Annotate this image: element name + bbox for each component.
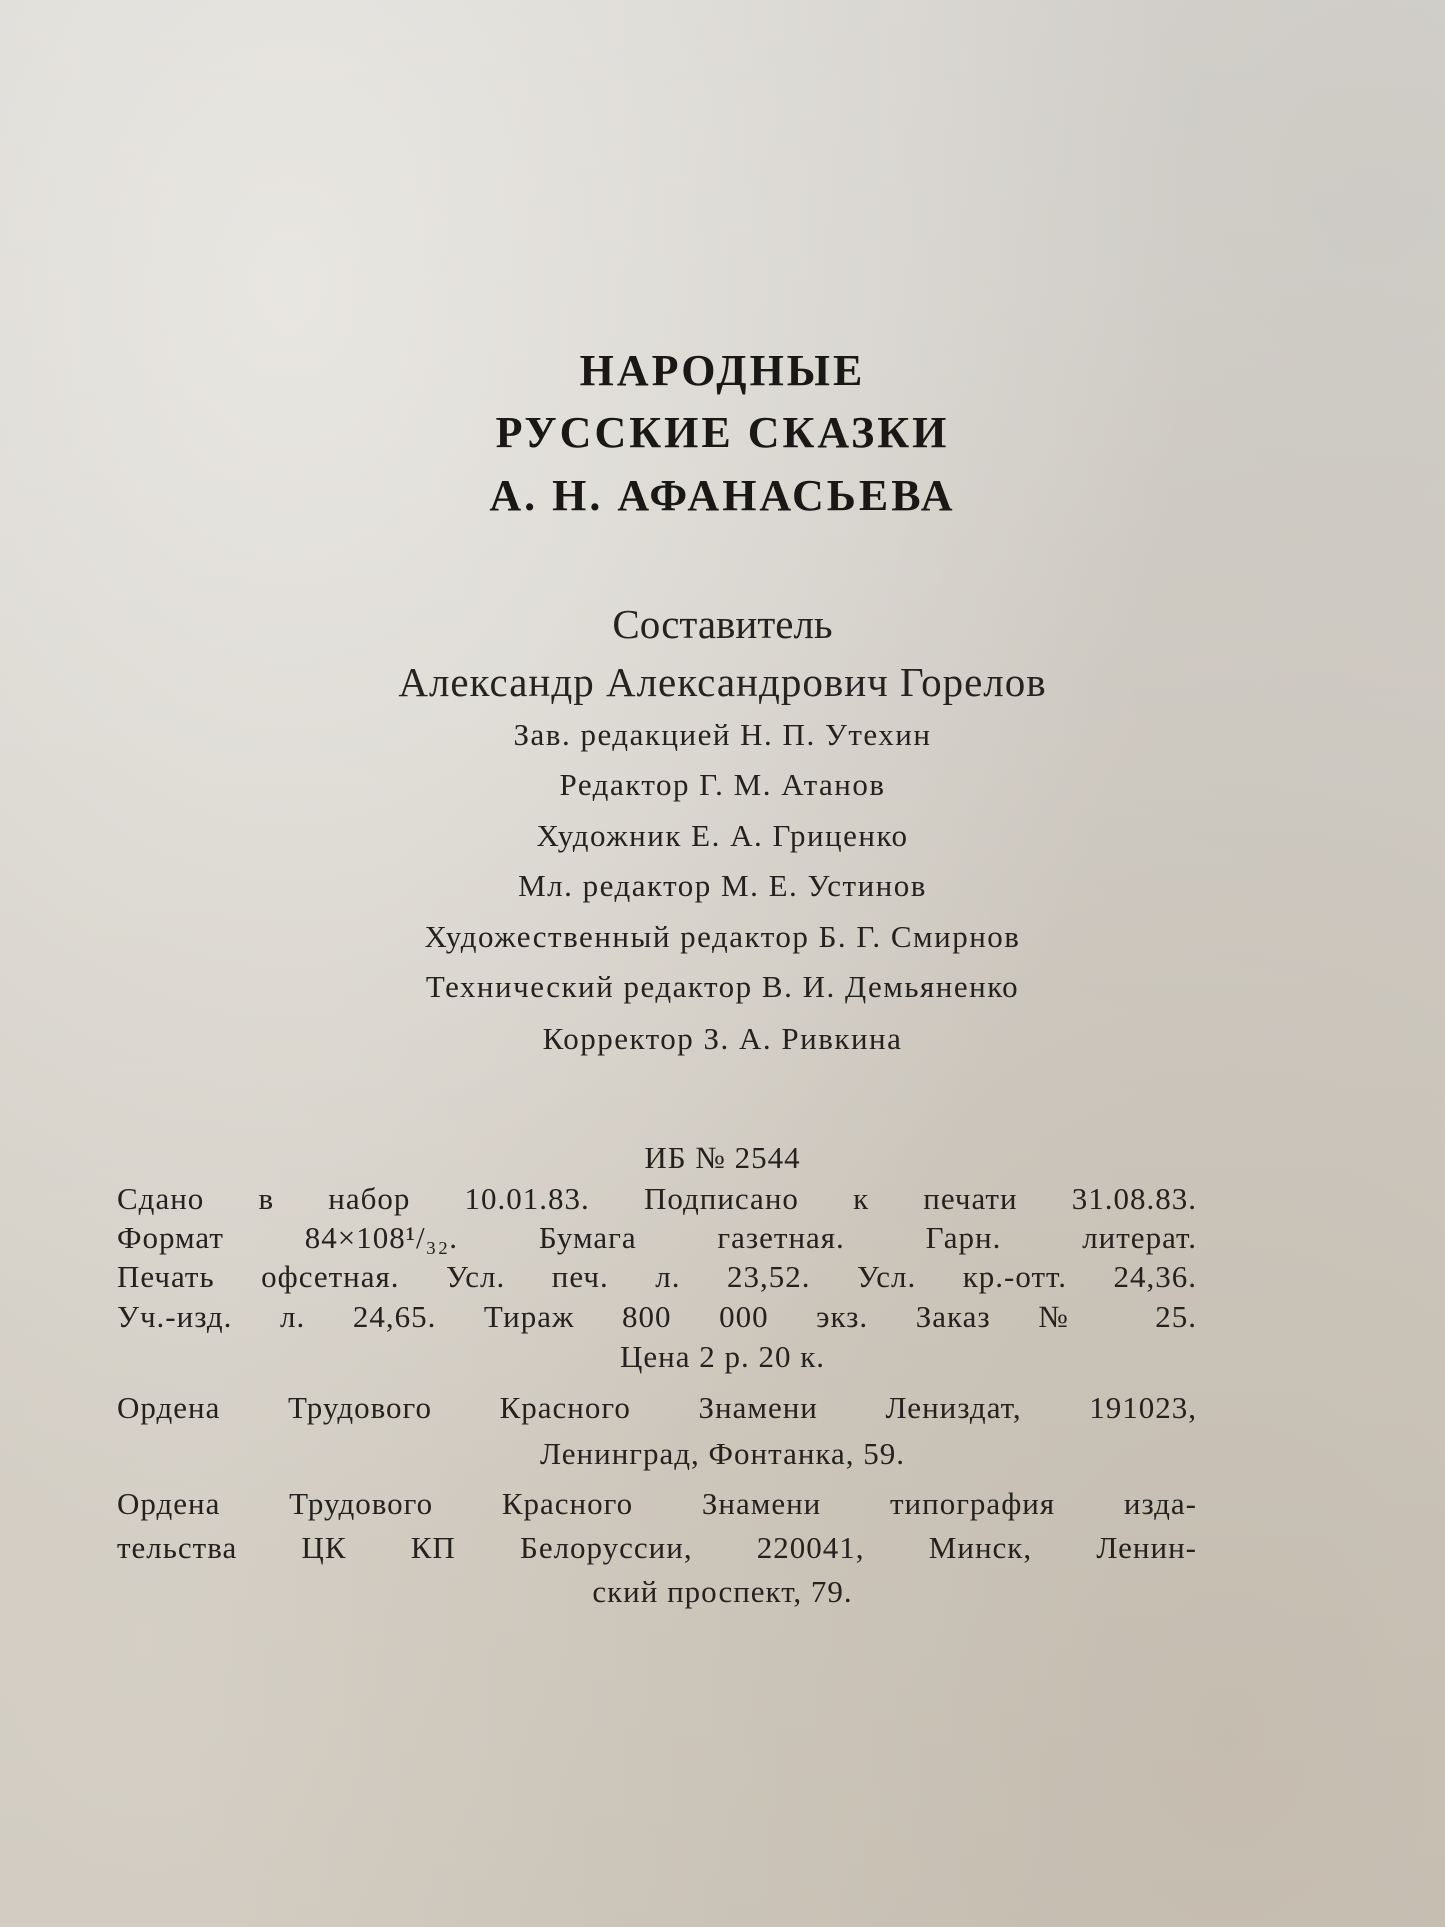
compiler-label: Составитель bbox=[612, 601, 833, 647]
imprint-print-run: Уч.-изд. л. 24,65. Тираж 800 000 экз. Заказ № 25. bbox=[117, 1299, 1197, 1334]
imprint-format: Формат 84×108¹/₃₂. Бумага газетная. Гарн. литерат. bbox=[117, 1220, 1197, 1255]
credit-artist: Художник Е. А. Гриценко bbox=[536, 818, 909, 853]
credit-proofreader: Корректор З. А. Ривкина bbox=[542, 1021, 903, 1056]
credit-technical-editor: Технический редактор В. И. Демьяненко bbox=[425, 969, 1020, 1004]
imprint-dates: Сдано в набор 10.01.83. Подписано к печати 31.08.83. bbox=[117, 1181, 1197, 1216]
imprint-print-sheets: Печать офсетная. Усл. печ. л. 23,52. Усл. кр.-отт. 24,36. bbox=[117, 1259, 1197, 1294]
credit-head-of-editorial: Зав. редакцией Н. П. Утехин bbox=[513, 717, 932, 752]
printer-line-2: тельства ЦК КП Белоруссии, 220041, Минск, Ленин- bbox=[117, 1530, 1197, 1565]
publisher-line-1: Ордена Трудового Красного Знамени Лениздат, 191023, bbox=[117, 1390, 1197, 1425]
printer-line-1: Ордена Трудового Красного Знамени типография изда- bbox=[117, 1486, 1197, 1521]
credit-art-editor: Художественный редактор Б. Г. Смирнов bbox=[424, 919, 1021, 954]
credit-editor: Редактор Г. М. Атанов bbox=[559, 767, 886, 802]
publisher-line-2: Ленинград, Фонтанка, 59. bbox=[539, 1436, 906, 1471]
title-line-3: А. Н. АФАНАСЬЕВА bbox=[489, 471, 956, 520]
compiler-name: Александр Александрович Горелов bbox=[398, 659, 1047, 705]
printer-line-3: ский проспект, 79. bbox=[592, 1574, 853, 1609]
title-line-2: РУССКИЕ СКАЗКИ bbox=[495, 408, 950, 457]
title-line-1: НАРОДНЫЕ bbox=[579, 346, 866, 395]
credit-junior-editor: Мл. редактор М. Е. Устинов bbox=[518, 868, 927, 903]
ib-number: ИБ № 2544 bbox=[644, 1140, 801, 1175]
imprint-price: Цена 2 р. 20 к. bbox=[619, 1339, 826, 1374]
